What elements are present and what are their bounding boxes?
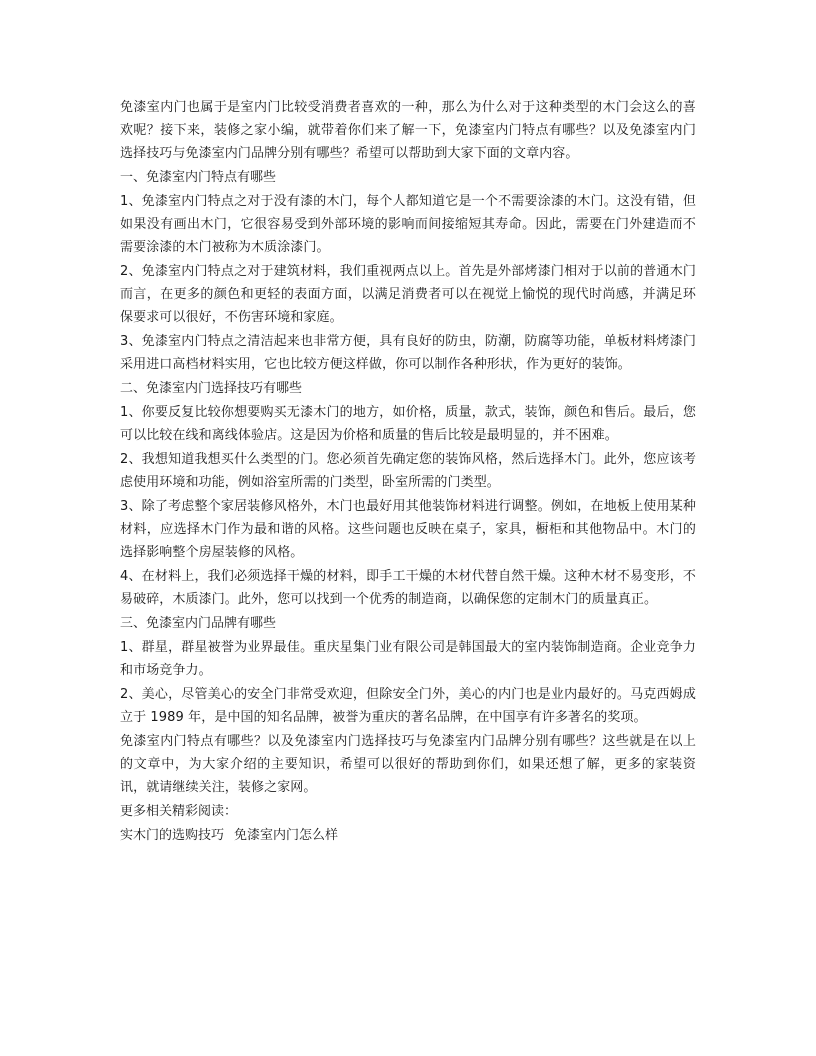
more-reading-label: 更多相关精彩阅读： [120, 804, 238, 819]
section-item: 3、除了考虑整个家居装修风格外，木门也最好用其他装饰材料进行调整。例如，在地板上使用某种材料，应选择木门作为最和谐的风格。这些问题也反映在桌子，家具，橱柜和其他物品中。木门的选择影响整个房屋装修的风格。 [120, 499, 696, 560]
conclusion-paragraph: 免漆室内门特点有哪些？以及免漆室内门选择技巧与免漆室内门品牌分别有哪些？这些就是在以上的文章中，为大家介绍的主要知识，希望可以很好的帮助到你们，如果还想了解，更多的家装资讯，就请继续关注，装修之家网。 [120, 734, 696, 795]
section-features [120, 166, 696, 376]
section-item: 2、我想知道我想买什么类型的门。您必须首先确定您的装饰风格，然后选择木门。此外，您应该考虑使用环境和功能，例如浴室所需的门类型，卧室所需的门类型。 [120, 452, 696, 490]
section-item: 1、群星，群星被誉为业界最佳。重庆星集门业有限公司是韩国最大的室内装饰制造商。企业竞争力和市场竞争力。 [120, 640, 696, 678]
related-links [120, 824, 696, 847]
section-brands [120, 612, 696, 729]
section-item: 1、免漆室内门特点之对于没有漆的木门，每个人都知道它是一个不需要涂漆的木门。这没有错，但如果没有画出木门，它很容易受到外部环境的影响而间接缩短其寿命。因此，需要在门外建造而不需要涂漆的木门被称为木质涂漆门。 [120, 194, 696, 255]
section-heading: 三、免漆室内门品牌有哪些 [120, 616, 277, 631]
section-item: 3、免漆室内门特点之清洁起来也非常方便，具有良好的防虫，防潮，防腐等功能，单板材料烤漆门采用进口高档材料实用，它也比较方便这样做，你可以制作各种形状，作为更好的装饰。 [120, 334, 696, 372]
section-heading: 二、免漆室内门选择技巧有哪些 [120, 381, 303, 396]
section-item: 1、你要反复比较你想要购买无漆木门的地方，如价格，质量，款式，装饰，颜色和售后。最后，您可以比较在线和离线体验店。这是因为价格和质量的售后比较是最明显的，并不困难。 [120, 405, 696, 443]
section-item: 2、免漆室内门特点之对于建筑材料，我们重视两点以上。首先是外部烤漆门相对于以前的普通木门而言，在更多的颜色和更轻的表面方面，以满足消费者可以在视觉上愉悦的现代时尚感，并满足环保要求可以很好，不伤害环境和家庭。 [120, 264, 696, 325]
section-item: 4、在材料上，我们必须选择干燥的材料，即手工干燥的木材代替自然干燥。这种木材不易变形，不易破碎，木质漆门。此外，您可以找到一个优秀的制造商，以确保您的定制木门的质量真正。 [120, 569, 696, 607]
document-page [120, 96, 696, 847]
section-heading: 一、免漆室内门特点有哪些 [120, 170, 277, 185]
intro-paragraph: 免漆室内门也属于是室内门比较受消费者喜欢的一种，那么为什么对于这种类型的木门会这么的喜欢呢？接下来，装修之家小编，就带着你们来了解一下，免漆室内门特点有哪些？以及免漆室内门选择技巧与免漆室内门品牌分别有哪些？希望可以帮助到大家下面的文章内容。 [120, 100, 696, 161]
section-selection-tips [120, 377, 696, 611]
section-item: 2、美心，尽管美心的安全门非常受欢迎，但除安全门外，美心的内门也是业内最好的。马克西姆成立于 1989 年，是中国的知名品牌，被誉为重庆的著名品牌，在中国享有许多著名的奖项。 [120, 687, 696, 725]
related-link[interactable]: 免漆室内门怎么样 [234, 828, 339, 843]
related-link[interactable]: 实木门的选购技巧 [120, 828, 225, 843]
